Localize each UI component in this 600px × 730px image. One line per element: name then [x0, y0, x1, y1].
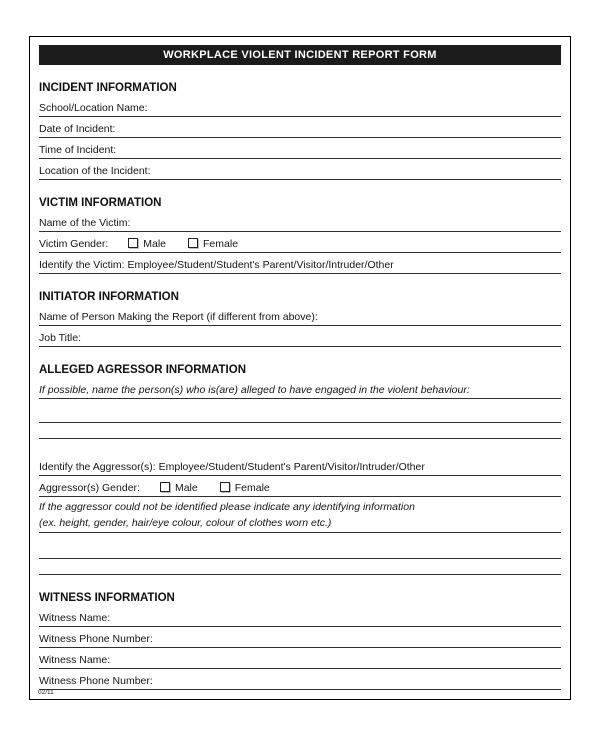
aggressor-name-blank-line-2[interactable]	[39, 423, 561, 439]
victim-name-label: Name of the Victim:	[39, 217, 131, 229]
form-title: WORKPLACE VIOLENT INCIDENT REPORT FORM	[163, 49, 437, 61]
witness-name-field-2[interactable]	[39, 648, 561, 669]
location-of-incident-label: Location of the Incident:	[39, 165, 151, 177]
aggressor-identify-field[interactable]	[39, 455, 561, 476]
aggressor-name-blank-line-1[interactable]	[39, 407, 561, 423]
aggressor-gender-row	[39, 476, 561, 497]
victim-gender-label: Victim Gender:	[39, 238, 109, 250]
initiator-job-title-label: Job Title:	[39, 332, 82, 344]
initiator-section-heading: INITIATOR INFORMATION	[39, 291, 179, 303]
victim-male-checkbox[interactable]	[128, 238, 138, 248]
aggressor-identify-label: Identify the Aggressor(s): Employee/Student/Student's Parent/Visitor/Intruder/Other	[39, 461, 425, 473]
aggressor-description-blank-line-2[interactable]	[39, 559, 561, 575]
initiator-name-field[interactable]	[39, 305, 561, 326]
victim-gender-row	[39, 232, 561, 253]
aggressor-name-prompt-field[interactable]	[39, 378, 561, 399]
witness-phone-field-2[interactable]	[39, 669, 561, 690]
date-of-incident-label: Date of Incident:	[39, 123, 116, 135]
witness-name-label-2: Witness Name:	[39, 654, 111, 666]
victim-identify-field[interactable]	[39, 253, 561, 274]
time-of-incident-field[interactable]	[39, 138, 561, 159]
aggressor-male-checkbox[interactable]	[160, 482, 170, 492]
initiator-name-label: Name of Person Making the Report (if different from above):	[39, 311, 318, 323]
witness-section-heading: WITNESS INFORMATION	[39, 592, 175, 604]
victim-section-heading: VICTIM INFORMATION	[39, 197, 162, 209]
victim-female-label: Female	[203, 238, 239, 250]
aggressor-gender-label: Aggressor(s) Gender:	[39, 482, 140, 494]
victim-identify-label: Identify the Victim: Employee/Student/Student's Parent/Visitor/Intruder/Other	[39, 259, 394, 271]
victim-name-field[interactable]	[39, 211, 561, 232]
witness-phone-label-2: Witness Phone Number:	[39, 675, 153, 687]
incident-section-heading: INCIDENT INFORMATION	[39, 82, 177, 94]
witness-name-label-1: Witness Name:	[39, 612, 111, 624]
date-of-incident-field[interactable]	[39, 117, 561, 138]
victim-male-label: Male	[143, 238, 167, 250]
aggressor-unidentified-note-line-2: (ex. height, gender, hair/eye colour, colour of clothes worn etc.)	[39, 513, 561, 533]
spacer	[39, 533, 561, 543]
victim-female-checkbox[interactable]	[188, 238, 198, 248]
aggressor-female-label: Female	[234, 482, 270, 494]
aggressor-name-prompt-label: If possible, name the person(s) who is(are) alleged to have engaged in the violent behaviour:	[39, 384, 470, 396]
form-title-banner	[39, 45, 561, 65]
witness-phone-label-1: Witness Phone Number:	[39, 633, 153, 645]
spacer	[39, 399, 561, 407]
aggressor-male-label: Male	[174, 482, 198, 494]
time-of-incident-label: Time of Incident:	[39, 144, 117, 156]
aggressor-female-checkbox[interactable]	[220, 482, 230, 492]
form-border	[29, 36, 571, 700]
location-of-incident-field[interactable]	[39, 159, 561, 180]
school-location-field[interactable]	[39, 96, 561, 117]
aggressor-description-blank-line-1[interactable]	[39, 543, 561, 559]
page-number: 02/11	[38, 689, 54, 696]
witness-phone-field-1[interactable]	[39, 627, 561, 648]
aggressor-section-heading: ALLEGED AGRESSOR INFORMATION	[39, 364, 246, 376]
aggressor-unidentified-note-line-1: If the aggressor could not be identified please indicate any identifying information	[39, 501, 415, 513]
school-location-label: School/Location Name:	[39, 102, 148, 114]
witness-name-field-1[interactable]	[39, 606, 561, 627]
initiator-job-title-field[interactable]	[39, 326, 561, 347]
